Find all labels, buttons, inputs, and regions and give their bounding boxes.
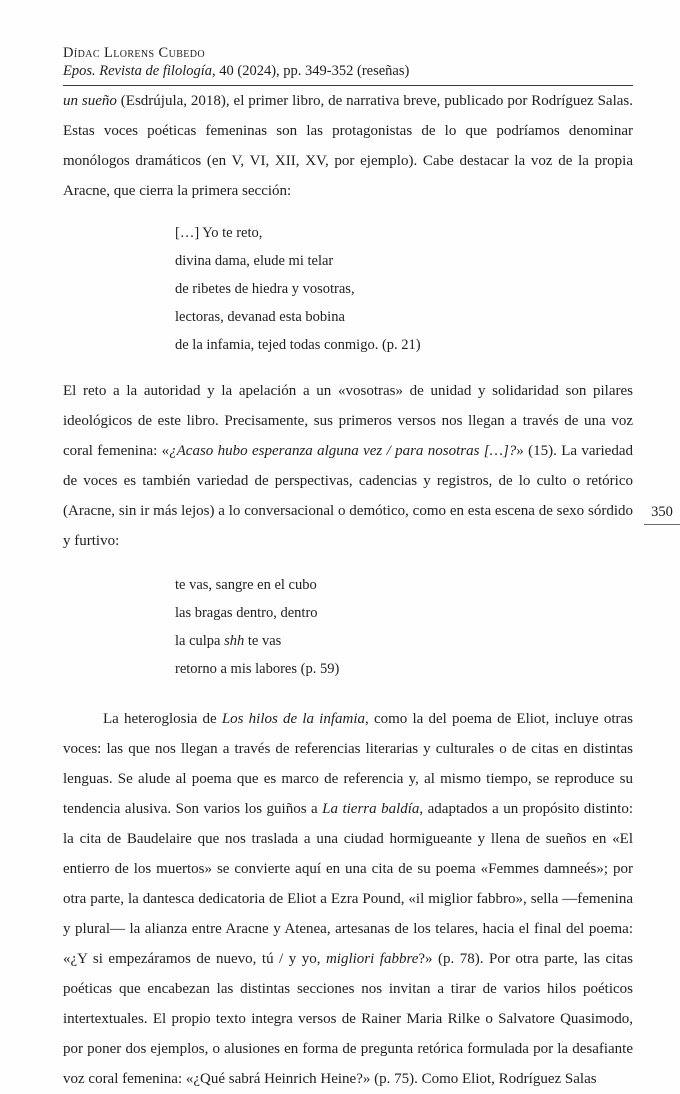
journal-citation: , 40 (2024), pp. 349-352 (reseñas) — [212, 63, 410, 79]
quoted-verse-fragment: ¿Acaso hubo esperanza alguna vez / para nosotras […]? — [169, 443, 517, 459]
paragraph-text: , como la del poema de Eliot, incluye otras voces: las que nos llegan a través de referencias literarias y culturales o de citas en distintas lenguas. Se alude al poema que es marco de referencia y, al mismo tiempo, se reproduce su tendencia alusiva. Son varios los guiños a — [63, 711, 634, 817]
running-header — [63, 45, 633, 86]
paragraph-text: , adaptados a un propósito distinto: la cita de Baudelaire que nos traslada a una ciudad hormigueante y llena de sueños en «El entierro de los muertos» se convierte aquí en una cita de su poema «Femmes damneés»; por otra parte, la dantesca dedicatoria de Eliot a Ezra Pound, «il miglior fabbro», sella —femenina y plural— la alianza entre Aracne y Atenea, artesanas de los telares, hacia el final del poema: «¿Y si empezáramos de nuevo, tú / y yo, — [63, 801, 633, 967]
poem-line: las bragas dentro, dentro — [175, 605, 318, 621]
poem-line: divina dama, elude mi telar — [175, 253, 334, 269]
poem-line — [175, 627, 633, 655]
poem-line: de la infamia, tejed todas conmigo. (p. 21) — [175, 337, 421, 353]
paragraph-text: El reto a la autoridad y la apelación a un «vosotras» de unidad y solidaridad son pilares ideológicos de este libro. Precisamente, sus primeros versos nos llegan a través de una voz coral femenina: « — [63, 383, 633, 459]
poem-line: […] Yo te reto, — [175, 225, 263, 241]
header-journal — [63, 62, 633, 86]
poem-line-text: te vas — [244, 633, 282, 649]
poem-line: retorno a mis labores (p. 59) — [175, 661, 340, 677]
page-container — [63, 45, 633, 1094]
page-number: 350 — [644, 502, 680, 525]
paragraph-3 — [63, 704, 633, 1094]
poem-line: lectoras, devanad esta bobina — [175, 309, 345, 325]
poem-quote-1 — [175, 219, 633, 359]
paragraph-text: (Esdrújula, 2018), el primer libro, de narrativa breve, publicado por Rodríguez Salas. Estas voces poéticas femeninas son las protagonistas de lo que podríamos denominar monólogos dramáticos (en V, VI, XII, XV, por ejemplo). Cabe destacar la voz de la propia Aracne, que cierra la primera sección: — [63, 93, 633, 199]
header-author: Dídac Llorens Cubedo — [63, 45, 206, 61]
paragraph-text: » (15). La variedad de voces es también variedad de perspectivas, cadencias y registros, de lo culto o retórico (Aracne, sin ir más lejos) a lo conversacional o demótico, como en esta escena de sexo sórdido y furtivo: — [63, 443, 633, 549]
book-title-fragment: un sueño — [63, 93, 117, 109]
poem-line: te vas, sangre en el cubo — [175, 577, 317, 593]
poem-italic-word: shh — [224, 633, 245, 649]
paragraph-text: ?» (p. 78). Por otra parte, las citas poéticas que encabezan las distintas secciones nos invitan a tirar de varios hilos poéticos intertextuales. El propio texto integra versos de Rainer Maria Rilke o Salvatore Quasimodo, por poner dos ejemplos, o alusiones en forma de pregunta retórica formulada por la desafiante voz coral femenina: «¿Qué sabrá Heinrich Heine?» (p. 75). Como Eliot, Rodríguez Salas — [63, 951, 633, 1087]
journal-title: Epos. Revista de filología — [63, 63, 213, 79]
poem-line-text: la culpa — [175, 633, 225, 649]
poem-quote-2 — [175, 571, 633, 683]
paragraph-2 — [63, 376, 633, 556]
poem-line: de ribetes de hiedra y vosotras, — [175, 281, 355, 297]
book-title-fragment: La tierra baldía — [322, 801, 420, 817]
foreign-phrase: migliori fabbre — [325, 951, 419, 967]
paragraph-text: La heteroglosia de — [103, 711, 222, 727]
paragraph-1 — [63, 86, 633, 206]
book-title-fragment: Los hilos de la infamia — [221, 711, 366, 727]
